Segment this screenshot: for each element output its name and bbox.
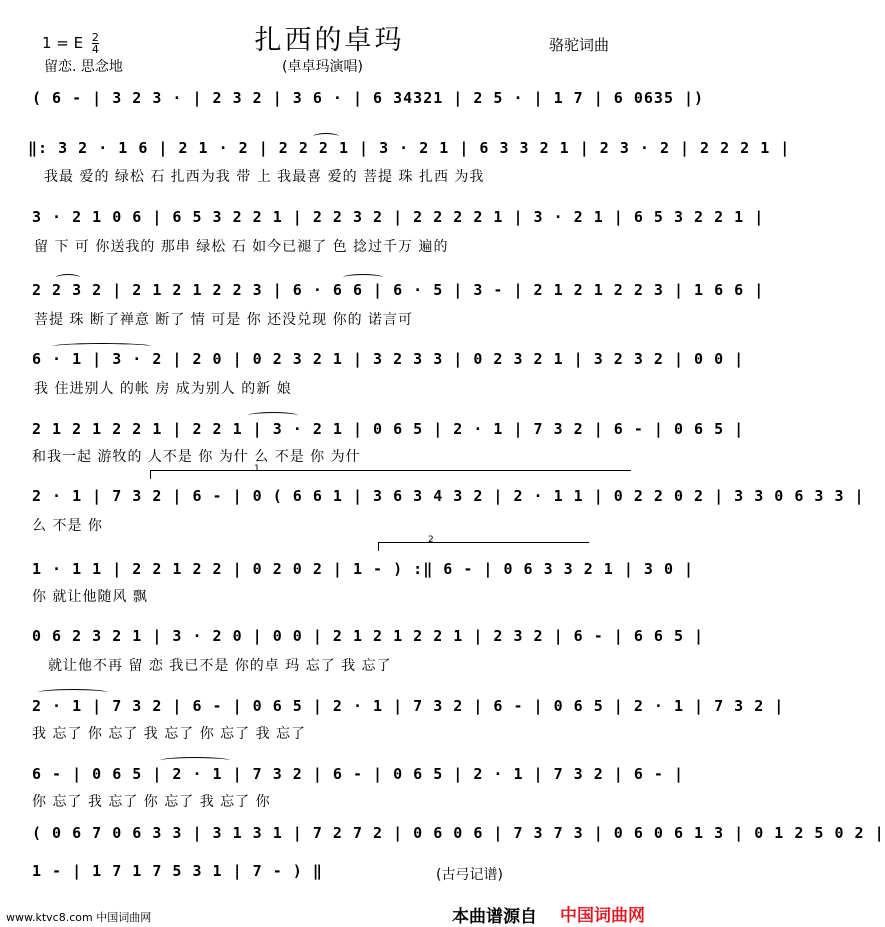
lyrics-line-6: 和我一起 游牧的 人不是 你 为什 么 不是 你 为什 bbox=[32, 449, 361, 465]
notation-line-13: 1 - | 1 7 1 7 5 3 1 | 7 - ) ‖ bbox=[32, 862, 323, 880]
notation-line-7: 2 · 1 | 7 3 2 | 6 - | 0 ( 6 6 1 | 3 6 3 4 3 2 | 2 · 1 1 | 0 2 2 0 2 | 3 3 0 6 3 3 | bbox=[32, 487, 865, 505]
slur-mark bbox=[56, 274, 80, 281]
lyrics-line-11: 你 忘了 我 忘了 你 忘了 我 忘了 你 bbox=[32, 794, 271, 810]
lyrics-line-3: 留 下 可 你送我的 那串 绿松 石 如今已褪了 色 捻过千万 遍的 bbox=[34, 239, 449, 255]
song-title: 扎西的卓玛 bbox=[254, 25, 405, 56]
time-signature bbox=[92, 32, 99, 55]
key-label: 1 = E bbox=[42, 34, 84, 52]
notation-line-4: 2 2 3 2 | 2 1 2 1 2 2 3 | 6 · 6 6 | 6 · 5 | 3 - | 2 1 2 1 2 2 3 | 1 6 6 | bbox=[32, 281, 765, 299]
brand-logo-text[interactable]: 中国词曲网 bbox=[560, 906, 645, 926]
volta-bracket-1 bbox=[150, 470, 631, 479]
source-label: 本曲谱源自 bbox=[452, 907, 537, 927]
slur-mark bbox=[313, 133, 339, 140]
lyrics-line-2: 我最 爱的 绿松 石 扎西为我 带 上 我最喜 爱的 菩提 珠 扎西 为我 bbox=[44, 169, 485, 185]
lyricist-credit: 骆驼词曲 bbox=[549, 36, 610, 54]
lyrics-line-5: 我 住进别人 的帐 房 成为别人 的新 娘 bbox=[34, 381, 292, 397]
lyrics-line-8: 你 就让他随风 飘 bbox=[32, 589, 148, 605]
notation-line-6: 2 1 2 1 2 2 1 | 2 2 1 | 3 · 2 1 | 0 6 5 | 2 · 1 | 7 3 2 | 6 - | 0 6 5 | bbox=[32, 420, 745, 438]
volta-number-2: 2 bbox=[428, 535, 434, 545]
site-url[interactable]: www.ktvc8.com 中国词曲网 bbox=[6, 911, 152, 924]
transcriber-credit: (古弓记谱) bbox=[436, 867, 503, 883]
volta-bracket-2 bbox=[378, 542, 589, 551]
notation-line-11: 6 - | 0 6 5 | 2 · 1 | 7 3 2 | 6 - | 0 6 5 | 2 · 1 | 7 3 2 | 6 - | bbox=[32, 765, 684, 783]
key-signature bbox=[42, 32, 99, 55]
notation-line-2: ‖: 3 2 · 1 6 | 2 1 · 2 | 2 2 2 1 | 3 · 2 1 | 6 3 3 2 1 | 2 3 · 2 | 2 2 2 1 | bbox=[28, 139, 791, 157]
notation-line-5: 6 · 1 | 3 · 2 | 2 0 | 0 2 3 2 1 | 3 2 3 3 | 0 2 3 2 1 | 3 2 3 2 | 0 0 | bbox=[32, 350, 745, 368]
slur-mark bbox=[248, 412, 298, 419]
notation-line-9: 0 6 2 3 2 1 | 3 · 2 0 | 0 0 | 2 1 2 1 2 2 1 | 2 3 2 | 6 - | 6 6 5 | bbox=[32, 627, 705, 645]
notation-line-3: 3 · 2 1 0 6 | 6 5 3 2 2 1 | 2 2 3 2 | 2 2 2 2 1 | 3 · 2 1 | 6 5 3 2 2 1 | bbox=[32, 208, 765, 226]
slur-mark bbox=[343, 274, 383, 281]
notation-line-1: ( 6 - | 3 2 3 · | 2 3 2 | 3 6 · | 6 34321 | 2 5 · | 1 7 | 6 0635 |) bbox=[32, 89, 705, 107]
time-denominator: 4 bbox=[91, 43, 99, 56]
time-numerator: 2 bbox=[91, 31, 99, 44]
tempo-marking: 留恋. 思念地 bbox=[44, 59, 123, 75]
lyrics-line-10: 我 忘了 你 忘了 我 忘了 你 忘了 我 忘了 bbox=[32, 726, 307, 742]
lyrics-line-4: 菩提 珠 断了禅意 断了 情 可是 你 还没兑现 你的 诺言可 bbox=[34, 312, 414, 328]
notation-line-10: 2 · 1 | 7 3 2 | 6 - | 0 6 5 | 2 · 1 | 7 3 2 | 6 - | 0 6 5 | 2 · 1 | 7 3 2 | bbox=[32, 697, 785, 715]
singer-credit: (卓卓玛演唱) bbox=[282, 59, 363, 75]
lyrics-line-7: 么 不是 你 bbox=[32, 518, 103, 534]
volta-number-1: 1 bbox=[254, 464, 260, 474]
slur-mark bbox=[52, 343, 152, 350]
slur-mark bbox=[160, 757, 230, 764]
lyrics-line-9: 就让他不再 留 恋 我已不是 你的卓 玛 忘了 我 忘了 bbox=[48, 658, 392, 674]
slur-mark bbox=[38, 689, 108, 696]
notation-line-8: 1 · 1 1 | 2 2 1 2 2 | 0 2 0 2 | 1 - ) :‖ 6 - | 0 6 3 3 2 1 | 3 0 | bbox=[32, 560, 695, 578]
notation-line-12: ( 0 6 7 0 6 3 3 | 3 1 3 1 | 7 2 7 2 | 0 6 0 6 | 7 3 7 3 | 0 6 0 6 1 3 | 0 1 2 5 0 2 | bbox=[32, 824, 885, 842]
